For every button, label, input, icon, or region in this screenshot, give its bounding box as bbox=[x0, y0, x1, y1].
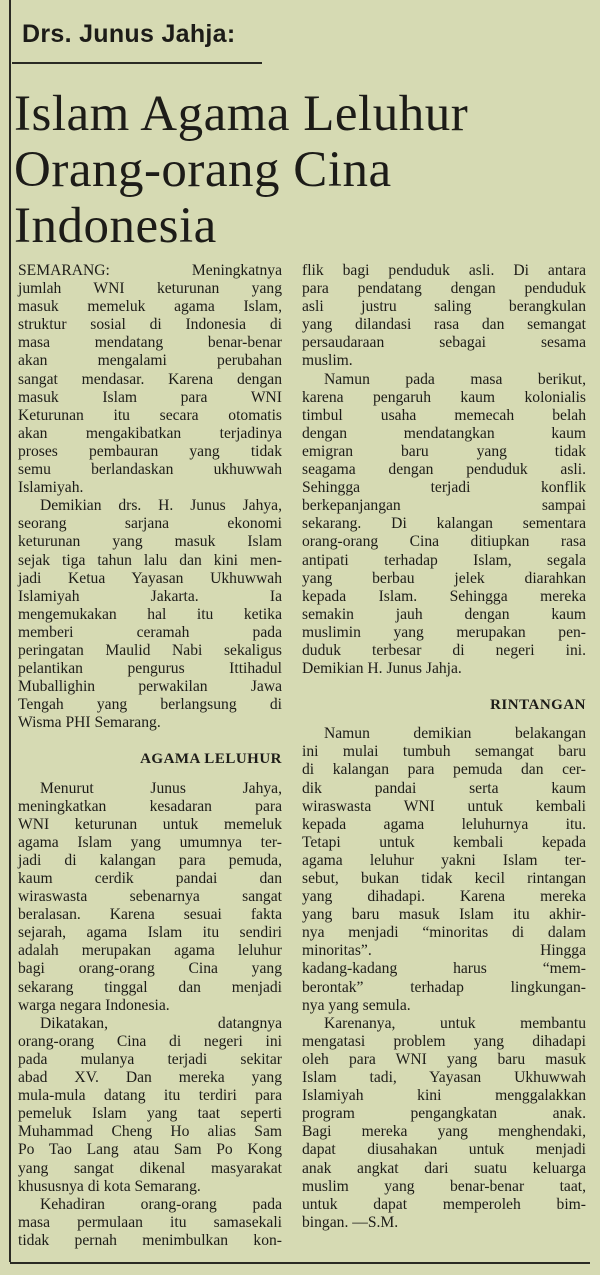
text-line: Bagi mereka yang menghendaki, bbox=[302, 1123, 586, 1141]
text-line: jumlah WNI keturunan yang bbox=[18, 280, 282, 298]
text-line: khususnya di kota Semarang. bbox=[18, 1177, 201, 1195]
text-line: flik bagi penduduk asli. Di antara bbox=[302, 262, 586, 279]
text-line: akan mengakibatkan terjadinya bbox=[18, 424, 282, 442]
text-line: untuk dapat memperoleh bim- bbox=[302, 1195, 586, 1213]
article-title bbox=[14, 86, 468, 254]
text-line: masa mendatang benar-benar bbox=[18, 334, 282, 352]
text-line: Islamiyah kini menggalakkan bbox=[302, 1087, 586, 1105]
text-line: emigran baru yang tidak bbox=[302, 442, 586, 460]
text-line: mengatasi problem yang dihadapi bbox=[302, 1032, 586, 1050]
article-paragraph bbox=[302, 371, 586, 679]
text-line: ini mulai tumbuh semangat baru bbox=[302, 743, 586, 761]
text-line: SEMARANG: Meningkatnya bbox=[18, 262, 282, 279]
text-line: akan mengalami perubahan bbox=[18, 352, 282, 370]
text-line: oleh para WNI yang baru masuk bbox=[302, 1050, 586, 1068]
text-line: Dikatakan, datangnya bbox=[40, 1014, 282, 1032]
text-line: masa permulaan itu samasekali bbox=[18, 1213, 282, 1231]
text-line: kepada agama leluhurnya itu. bbox=[302, 815, 586, 833]
text-line: Tetapi untuk kembali kepada bbox=[302, 833, 586, 851]
text-line: mula-mula datang itu terdiri para bbox=[18, 1087, 282, 1105]
text-line: semu berlandaskan ukhuwwah bbox=[18, 461, 282, 479]
text-line: masuk memeluk agama Islam, bbox=[18, 298, 282, 316]
article-paragraph bbox=[18, 1015, 282, 1196]
article-paragraph bbox=[18, 1196, 282, 1250]
bottom-rule bbox=[10, 1262, 590, 1264]
article-paragraph bbox=[302, 262, 586, 371]
text-line: sejak tiga tahun lalu dan kini men- bbox=[18, 551, 282, 569]
text-line: peringatan Maulid Nabi sekaligus bbox=[18, 641, 282, 659]
text-line: Demikian drs. H. Junus Jahya, bbox=[40, 497, 282, 515]
title-line: Orang-orang Cina bbox=[14, 142, 392, 198]
text-line: duduk terbesar di negeri ini. bbox=[302, 641, 586, 659]
text-line: asli justru saling berangkulan bbox=[302, 298, 586, 316]
text-line: Muhammad Cheng Ho alias Sam bbox=[18, 1123, 282, 1141]
text-line: seorang sarjana ekonomi bbox=[18, 515, 282, 533]
text-line: struktur sosial di Indonesia di bbox=[18, 316, 282, 334]
text-line: masuk Islam para WNI bbox=[18, 388, 282, 406]
text-line: Karenanya, untuk membantu bbox=[324, 1014, 586, 1032]
text-line: orang-orang Cina ditiupkan rasa bbox=[302, 533, 586, 551]
text-line: memberi ceramah pada bbox=[18, 623, 282, 641]
text-line: dengan mendatangkan kaum bbox=[302, 424, 586, 442]
text-line: kaum cerdik pandai dan bbox=[18, 870, 282, 887]
text-line: Namun demikian belakangan bbox=[324, 725, 586, 743]
text-line: program pengangkatan anak. bbox=[302, 1105, 586, 1123]
title-line: Indonesia bbox=[14, 198, 217, 254]
left-column bbox=[18, 262, 282, 1250]
article-paragraph bbox=[18, 497, 282, 732]
text-line: sekarang tinggal dan menjadi bbox=[18, 978, 282, 996]
text-line: jadi Ketua Yayasan Ukhuwwah bbox=[18, 569, 282, 587]
text-line: minoritas”. Hingga bbox=[302, 942, 586, 960]
text-line: nya menjadi “minoritas di dalam bbox=[302, 924, 586, 942]
text-line: jadi di kalangan para pemuda, bbox=[18, 851, 282, 869]
text-line: WNI keturunan untuk memeluk bbox=[18, 815, 282, 833]
section-heading: RINTANGAN bbox=[490, 697, 586, 714]
text-line: Menurut Junus Jahya, bbox=[40, 779, 282, 797]
text-line: antipati terhadap Islam, segala bbox=[302, 551, 586, 569]
text-line: wiraswasta WNI untuk kembali bbox=[302, 797, 586, 815]
text-line: berontak” terhadap lingkungan- bbox=[302, 978, 586, 996]
text-line: Namun pada masa berikut, bbox=[324, 370, 586, 388]
text-line: yang sangat dikenal masyarakat bbox=[18, 1159, 282, 1177]
text-line: Po Tao Lang atau Sam Po Kong bbox=[18, 1141, 282, 1159]
title-line: Islam Agama Leluhur bbox=[14, 86, 469, 142]
text-line: Kehadiran orang-orang pada bbox=[40, 1195, 282, 1213]
text-line: tidak pernah menimbulkan kon- bbox=[18, 1231, 282, 1249]
text-line: timbul usaha memecah belah bbox=[302, 406, 586, 424]
article-paragraph bbox=[302, 1015, 586, 1232]
article-paragraph bbox=[18, 262, 282, 497]
article-paragraph bbox=[18, 780, 282, 1015]
text-line: pelantikan pengurus Ittihadul bbox=[18, 660, 282, 678]
text-line: dik pandai serta kaum bbox=[302, 779, 586, 797]
text-line: warga negara Indonesia. bbox=[18, 996, 170, 1014]
text-line: kadang-kadang harus “mem- bbox=[302, 960, 586, 978]
text-line: Keturunan itu secara otomatis bbox=[18, 406, 282, 424]
text-line: para pendatang dengan penduduk bbox=[302, 280, 586, 298]
text-line: pada mulanya terjadi sekitar bbox=[18, 1050, 282, 1068]
text-line: bingan. —S.M. bbox=[302, 1213, 399, 1231]
text-line: wiraswasta sebenarnya sangat bbox=[18, 888, 282, 906]
text-line: keturunan yang masuk Islam bbox=[18, 533, 282, 551]
text-line: yang berbau jelek diarahkan bbox=[302, 569, 586, 587]
text-line: dapat diusahakan untuk menjadi bbox=[302, 1141, 586, 1159]
text-line: agama Islam yang umumnya ter- bbox=[18, 833, 282, 851]
text-line: karena pengaruh kaum kolonialis bbox=[302, 388, 586, 406]
article-kicker: Drs. Junus Jahja: bbox=[22, 20, 236, 48]
text-line: sebut, bukan tidak kecil rintangan bbox=[302, 870, 586, 887]
right-column bbox=[302, 262, 586, 1232]
text-line: Islamiyah. bbox=[18, 479, 84, 497]
text-line: adalah merupakan agama leluhur bbox=[18, 942, 282, 960]
text-line: Demikian H. Junus Jahja. bbox=[302, 660, 462, 678]
text-line: muslim yang benar-benar taat, bbox=[302, 1177, 586, 1195]
text-line: abad XV. Dan mereka yang bbox=[18, 1069, 282, 1087]
text-line: kepada Islam. Sehingga mereka bbox=[302, 587, 586, 605]
text-line: sejarah, agama Islam itu sendiri bbox=[18, 924, 282, 942]
text-line: di kalangan para pemuda dan cer- bbox=[302, 761, 586, 779]
text-line: Sehingga terjadi konflik bbox=[302, 479, 586, 497]
text-line: semakin jauh dengan kaum bbox=[302, 605, 586, 623]
text-line: proses pembauran yang tidak bbox=[18, 442, 282, 460]
text-line: anak angkat dari suatu keluarga bbox=[302, 1159, 586, 1177]
text-line: meningkatkan kesadaran para bbox=[18, 797, 282, 815]
text-line: muslim. bbox=[302, 352, 353, 370]
article-paragraph bbox=[302, 725, 586, 1015]
text-line: sangat mendasar. Karena dengan bbox=[18, 370, 282, 388]
text-line: agama leluhur yakni Islam ter- bbox=[302, 851, 586, 869]
text-line: muslimin yang merupakan pen- bbox=[302, 623, 586, 641]
text-line: yang dilandasi rasa dan semangat bbox=[302, 316, 586, 334]
text-line: sekarang. Di kalangan sementara bbox=[302, 515, 586, 533]
text-line: berkepanjangan sampai bbox=[302, 497, 586, 515]
kicker-underline bbox=[12, 62, 262, 64]
text-line: Islam tadi, Yayasan Ukhuwwah bbox=[302, 1069, 586, 1087]
text-line: seagama dengan penduduk asli. bbox=[302, 461, 586, 479]
text-line: persaudaraan sebagai sesama bbox=[302, 334, 586, 352]
section-heading: AGAMA LELUHUR bbox=[140, 751, 282, 768]
text-line: mengemukakan hal itu ketika bbox=[18, 605, 282, 623]
text-line: Tengah yang berlangsung di bbox=[18, 696, 282, 714]
left-border-rule bbox=[9, 0, 11, 1262]
text-line: yang dihadapi. Karena mereka bbox=[302, 888, 586, 906]
text-line: bagi orang-orang Cina yang bbox=[18, 960, 282, 978]
text-line: yang baru masuk Islam itu akhir- bbox=[302, 906, 586, 924]
text-line: pemeluk Islam yang taat seperti bbox=[18, 1105, 282, 1123]
text-line: beralasan. Karena sesuai fakta bbox=[18, 906, 282, 924]
text-line: nya yang semula. bbox=[302, 996, 411, 1014]
text-line: Wisma PHI Semarang. bbox=[18, 714, 161, 732]
text-line: orang-orang Cina di negeri ini bbox=[18, 1032, 282, 1050]
text-line: Islamiyah Jakarta. Ia bbox=[18, 587, 282, 605]
text-line: Muballighin perwakilan Jawa bbox=[18, 678, 282, 696]
